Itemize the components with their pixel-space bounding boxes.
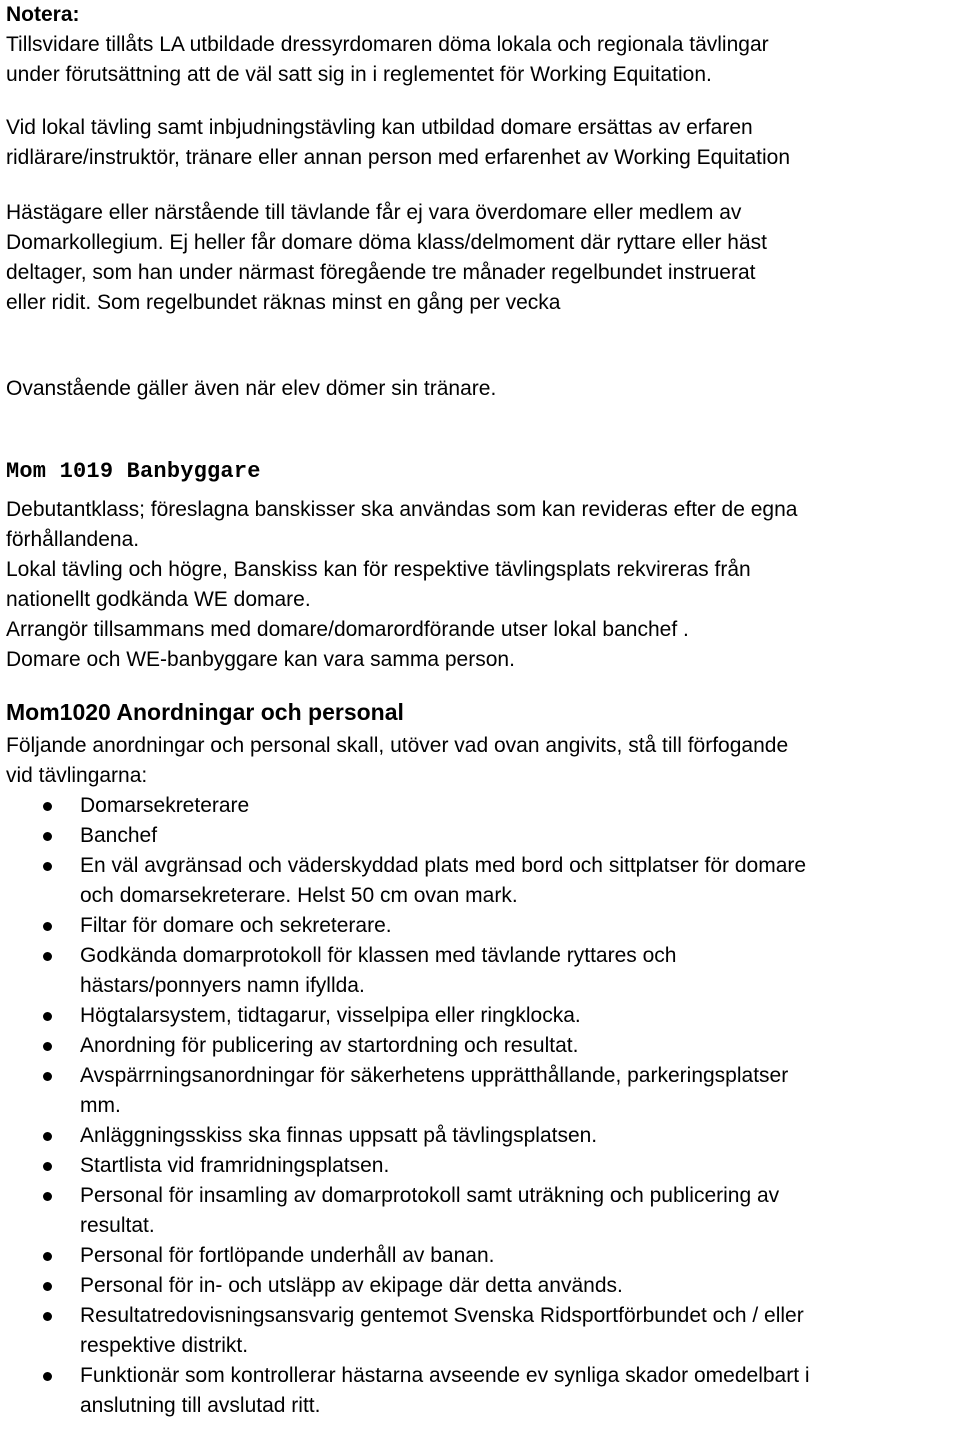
- paragraph-line: ridlärare/instruktör, tränare eller annan person med erfarenhet av Working Equitation: [6, 146, 791, 169]
- bullet-icon: [43, 1282, 52, 1291]
- bullet-icon: [43, 802, 52, 811]
- paragraph-line: Domarkollegium. Ej heller får domare döma klass/delmoment där ryttare eller häst: [6, 231, 767, 254]
- bullet-icon: [43, 1042, 52, 1051]
- section-line: Arrangör tillsammans med domare/domarordförande utser lokal banchef .: [6, 618, 689, 641]
- notera-line: under förutsättning att de väl satt sig in i reglementet för Working Equitation.: [6, 63, 712, 86]
- notera-line: Tillsvidare tillåts LA utbildade dressyrdomaren döma lokala och regionala tävlingar: [6, 33, 769, 56]
- requirements-list: [6, 791, 810, 1421]
- list-item: [6, 1181, 810, 1241]
- list-item: [6, 821, 810, 851]
- bullet-icon: [43, 832, 52, 841]
- list-item-line: Högtalarsystem, tidtagarur, visselpipa eller ringklocka.: [80, 1004, 581, 1027]
- list-item: [6, 1001, 810, 1031]
- list-item-line: och domarsekreterare. Helst 50 cm ovan mark.: [80, 884, 518, 907]
- bullet-icon: [43, 1192, 52, 1201]
- list-item-line: resultat.: [80, 1214, 155, 1237]
- paragraph-line: Vid lokal tävling samt inbjudningstävling kan utbildad domare ersättas av erfaren: [6, 116, 753, 139]
- bullet-icon: [43, 1312, 52, 1321]
- section-heading: Mom1020 Anordningar och personal: [6, 699, 404, 725]
- bullet-icon: [43, 952, 52, 961]
- list-item: [6, 1301, 810, 1361]
- bullet-icon: [43, 1372, 52, 1381]
- section-line: Debutantklass; föreslagna banskisser ska användas som kan revideras efter de egna: [6, 498, 798, 521]
- list-item-line: Funktionär som kontrollerar hästarna avseende ev synliga skador omedelbart i: [80, 1364, 810, 1387]
- list-item-line: Resultatredovisningsansvarig gentemot Svenska Ridsportförbundet och / eller: [80, 1304, 804, 1327]
- bullet-icon: [43, 922, 52, 931]
- section-heading: Mom 1019 Banbyggare: [6, 459, 261, 484]
- list-item-line: Startlista vid framridningsplatsen.: [80, 1154, 390, 1177]
- section-line: Lokal tävling och högre, Banskiss kan för respektive tävlingsplats rekvireras från: [6, 558, 751, 581]
- list-item-line: Personal för insamling av domarprotokoll samt uträkning och publicering av: [80, 1184, 780, 1207]
- list-item: [6, 911, 810, 941]
- list-item-line: Avspärrningsanordningar för säkerhetens upprätthållande, parkeringsplatser: [80, 1064, 789, 1087]
- list-item: [6, 851, 810, 911]
- list-item: [6, 1271, 810, 1301]
- list-item-line: Anordning för publicering av startordning och resultat.: [80, 1034, 579, 1057]
- section-line: nationellt godkända WE domare.: [6, 588, 311, 611]
- bullet-icon: [43, 1012, 52, 1021]
- section-intro-line: Följande anordningar och personal skall, utöver vad ovan angivits, stå till förfogande: [6, 734, 789, 757]
- paragraph-vid-lokal: [6, 113, 790, 173]
- list-item: [6, 1121, 810, 1151]
- list-item-line: Personal för fortlöpande underhåll av banan.: [80, 1244, 495, 1267]
- bullet-icon: [43, 1162, 52, 1171]
- list-item-line: Filtar för domare och sekreterare.: [80, 914, 392, 937]
- list-item: [6, 1061, 810, 1121]
- section-line: Domare och WE-banbyggare kan vara samma person.: [6, 648, 515, 671]
- list-item: [6, 791, 810, 821]
- list-item-line: Banchef: [80, 824, 158, 847]
- paragraph-line: deltager, som han under närmast föregående tre månader regelbundet instruerat: [6, 261, 756, 284]
- list-item: [6, 1361, 810, 1421]
- list-item-line: En väl avgränsad och väderskyddad plats med bord och sittplatser för domare: [80, 854, 807, 877]
- notera-title: Notera:: [6, 3, 80, 26]
- bullet-icon: [43, 1252, 52, 1261]
- list-item-line: mm.: [80, 1094, 121, 1117]
- list-item-line: Domarsekreterare: [80, 794, 250, 817]
- paragraph-line: Ovanstående gäller även när elev dömer sin tränare.: [6, 377, 497, 400]
- list-item: [6, 1241, 810, 1271]
- notera-section: [6, 0, 769, 90]
- bullet-icon: [43, 862, 52, 871]
- section-mom-1019: [6, 457, 797, 675]
- section-mom-1020: [6, 697, 810, 1421]
- paragraph-hastagare: [6, 198, 767, 318]
- list-item-line: respektive distrikt.: [80, 1334, 249, 1357]
- list-item-line: Anläggningsskiss ska finnas uppsatt på tävlingsplatsen.: [80, 1124, 598, 1147]
- list-item-line: hästars/ponnyers namn ifyllda.: [80, 974, 365, 997]
- paragraph-line: eller ridit. Som regelbundet räknas minst en gång per vecka: [6, 291, 561, 314]
- list-item-line: anslutning till avslutad ritt.: [80, 1394, 321, 1417]
- bullet-icon: [43, 1132, 52, 1141]
- list-item: [6, 1151, 810, 1181]
- list-item: [6, 1031, 810, 1061]
- list-item-line: Godkända domarprotokoll för klassen med tävlande ryttares och: [80, 944, 677, 967]
- list-item: [6, 941, 810, 1001]
- paragraph-line: Hästägare eller närstående till tävlande får ej vara överdomare eller medlem av: [6, 201, 742, 224]
- list-item-line: Personal för in- och utsläpp av ekipage där detta används.: [80, 1274, 623, 1297]
- section-line: förhållandena.: [6, 528, 140, 551]
- bullet-icon: [43, 1072, 52, 1081]
- section-intro-line: vid tävlingarna:: [6, 764, 148, 787]
- paragraph-ovanstaende: [6, 374, 496, 404]
